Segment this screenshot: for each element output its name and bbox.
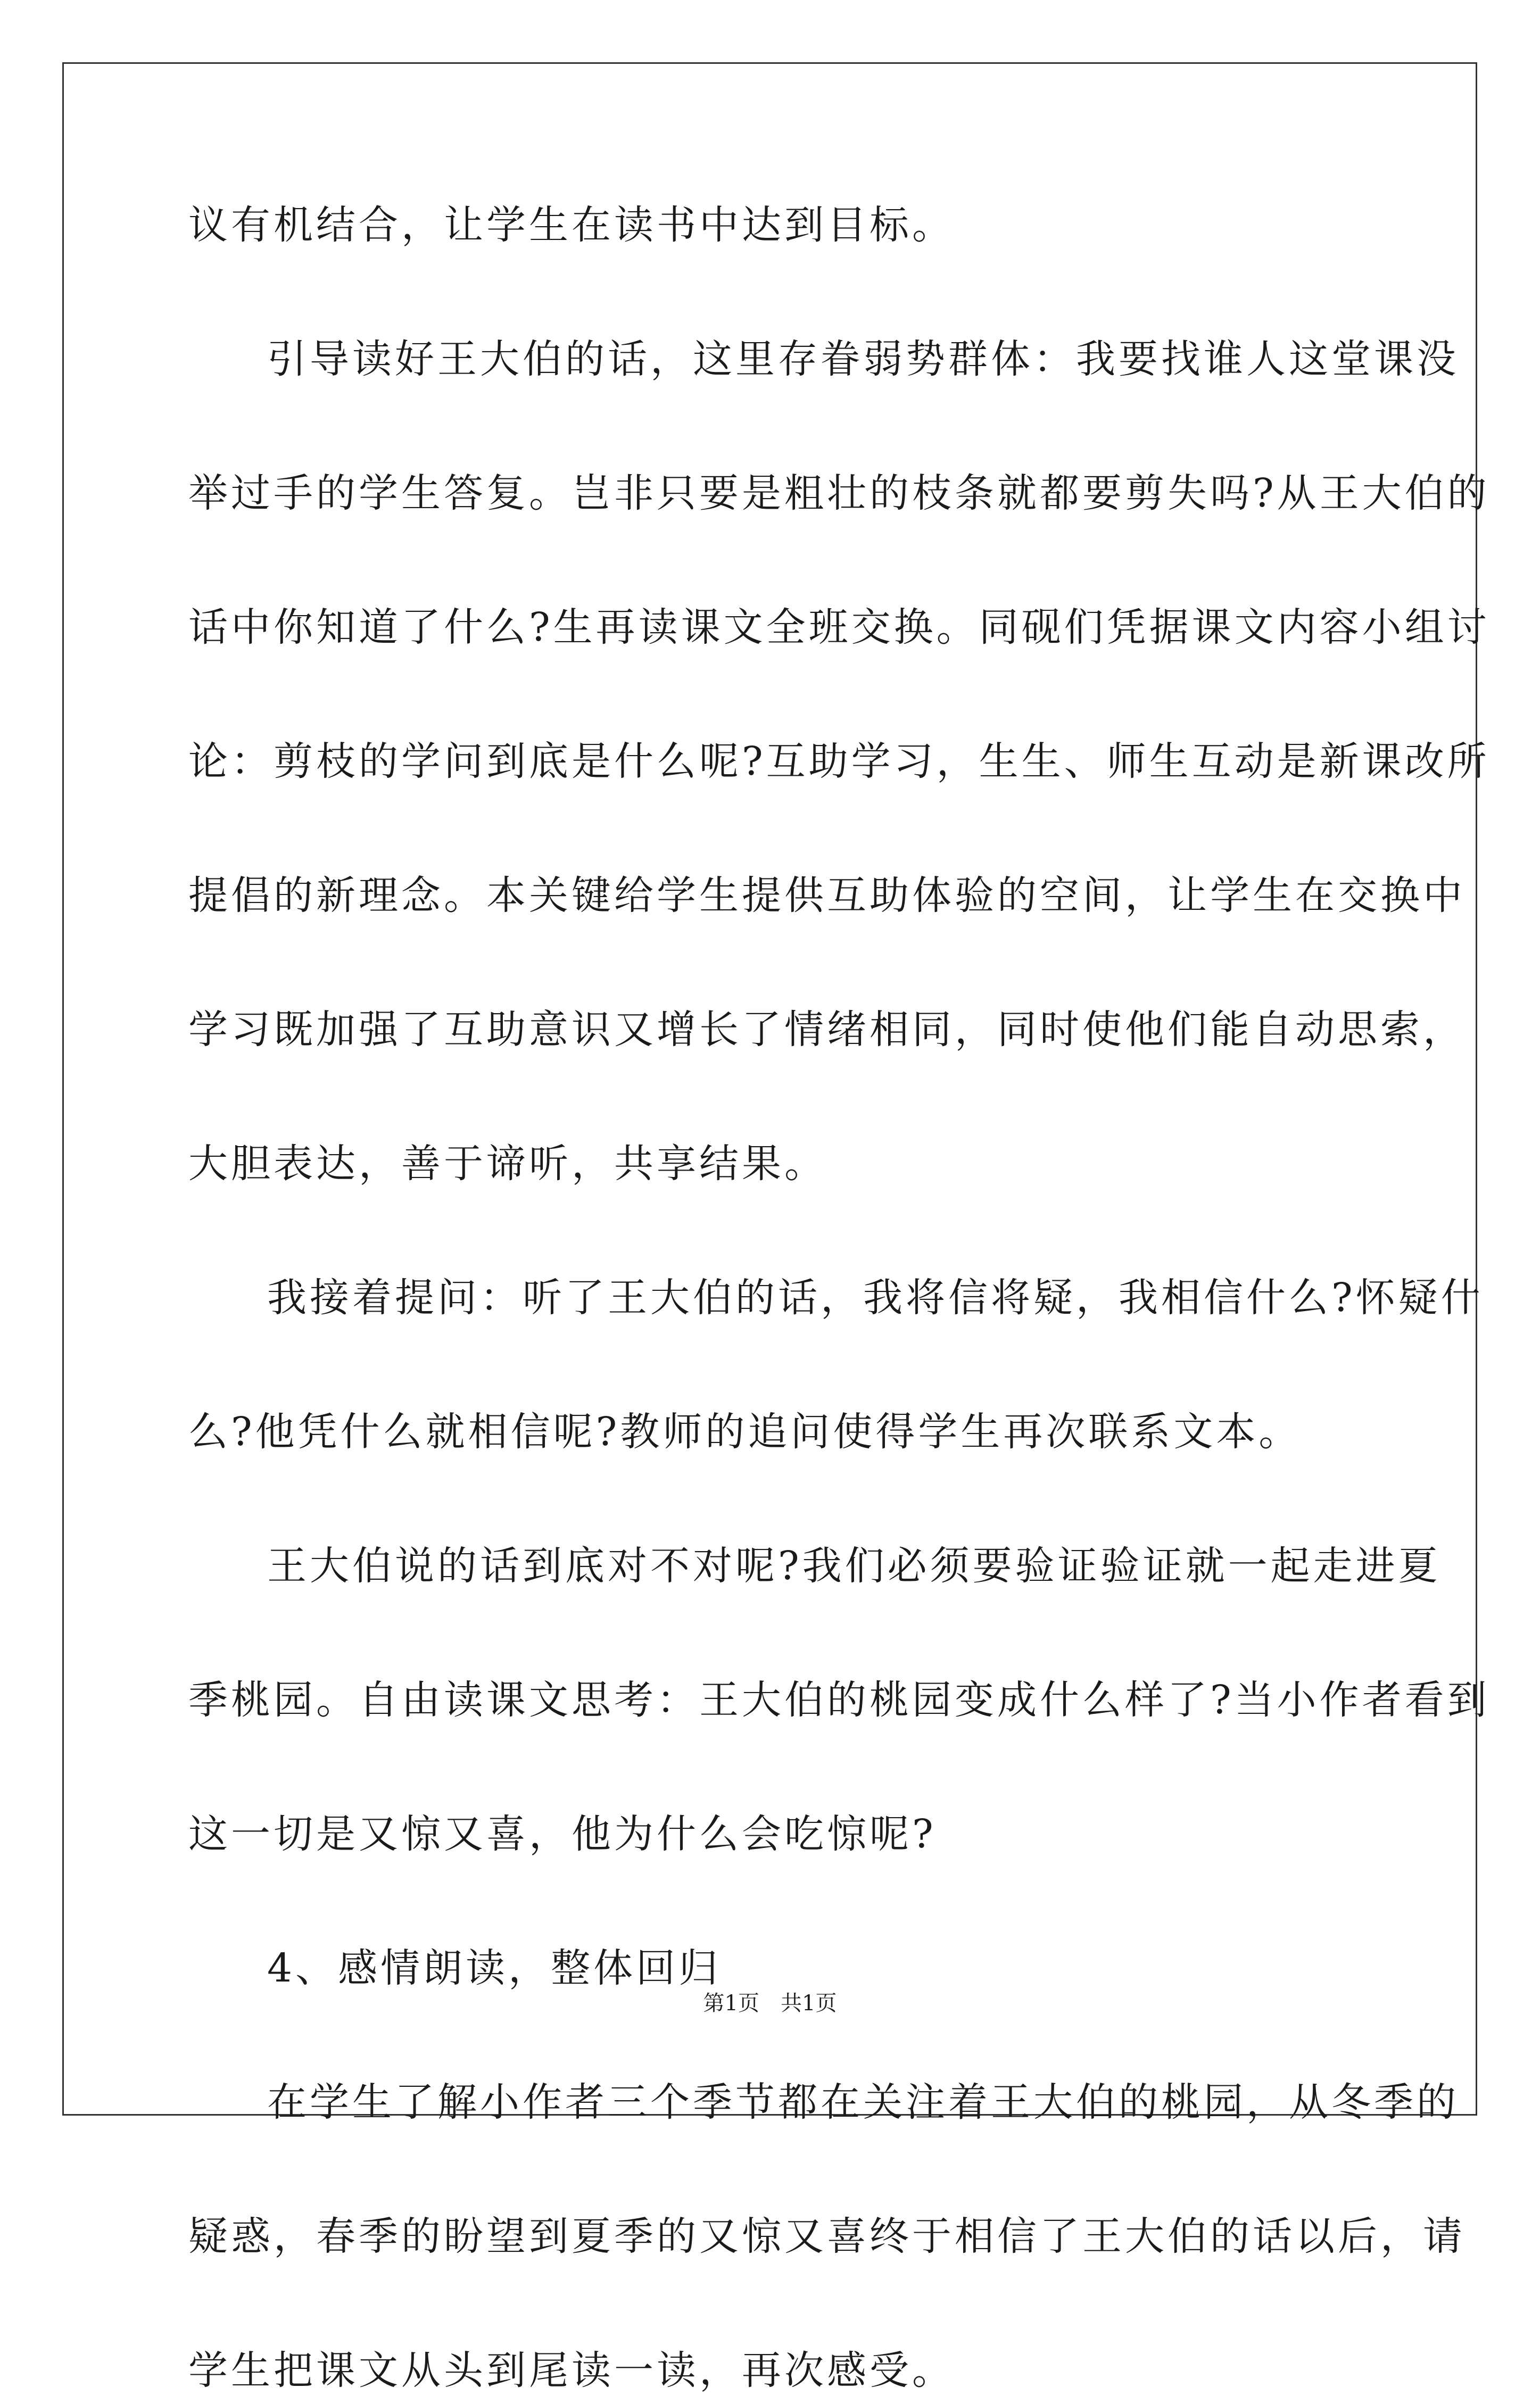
text-line: 疑惑，春季的盼望到夏季的又惊又喜终于相信了王大伯的话以后，请 <box>188 2214 1466 2259</box>
paragraph-gap <box>188 1063 1352 1130</box>
document-body <box>188 192 1490 2404</box>
text-line: 在学生了解小作者三个季节都在关注着王大伯的桃园，从冬季的 <box>267 2079 1459 2125</box>
section-heading: 4、感情朗读，整体回归 <box>267 1945 722 1991</box>
text-line: 学习既加强了互助意识又增长了情绪相同，同时使他们能自动思索， <box>188 1007 1466 1052</box>
paragraph-gap <box>188 259 1352 326</box>
text-line: 提倡的新理念。本关键给学生提供互助体验的空间，让学生在交换中 <box>188 873 1466 918</box>
text-line: 这一切是又惊又喜，他为什么会吃惊呢? <box>188 1811 937 1857</box>
text-line: 大胆表达，善于谛听，共享结果。 <box>188 1141 827 1187</box>
text-line: 么?他凭什么就相信呢?教师的追问使得学生再次联系文本。 <box>188 1409 1302 1455</box>
text-line: 议有机结合，让学生在读书中达到目标。 <box>188 202 955 248</box>
text-line: 引导读好王大伯的话，这里存眷弱势群体：我要找谁人这堂课没 <box>267 336 1459 382</box>
paragraph-gap <box>188 1868 1352 1935</box>
text-line: 论：剪枝的学问到底是什么呢?互助学习，生生、师生互动是新课改所 <box>188 739 1490 784</box>
text-line: 我接着提问：听了王大伯的话，我将信将疑，我相信什么?怀疑什 <box>267 1275 1484 1321</box>
paragraph-gap <box>188 661 1352 728</box>
text-line: 季桃园。自由读课文思考：王大伯的桃园变成什么样了?当小作者看到 <box>188 1677 1490 1723</box>
paragraph-gap <box>188 929 1352 996</box>
paragraph-gap <box>188 393 1352 460</box>
paragraph-gap <box>188 795 1352 862</box>
paragraph-gap <box>188 2136 1352 2203</box>
paragraph-gap <box>188 527 1352 594</box>
paragraph-gap <box>188 1465 1352 1532</box>
paragraph-gap <box>188 1599 1352 1667</box>
text-line: 学生把课文从头到尾读一读，再次感受。 <box>188 2348 955 2393</box>
paragraph-gap <box>188 1197 1352 1264</box>
paragraph-gap <box>188 2270 1352 2337</box>
text-line: 王大伯说的话到底对不对呢?我们必须要验证验证就一起走进夏 <box>267 1543 1441 1589</box>
page-footer: 第1页 共1页 <box>703 1991 837 2016</box>
text-line: 话中你知道了什么?生再读课文全班交换。同砚们凭据课文内容小组讨 <box>188 604 1490 650</box>
paragraph-gap <box>188 1734 1352 1801</box>
paragraph-gap <box>188 1331 1352 1398</box>
text-line: 举过手的学生答复。岂非只要是粗壮的枝条就都要剪失吗?从王大伯的 <box>188 470 1490 516</box>
